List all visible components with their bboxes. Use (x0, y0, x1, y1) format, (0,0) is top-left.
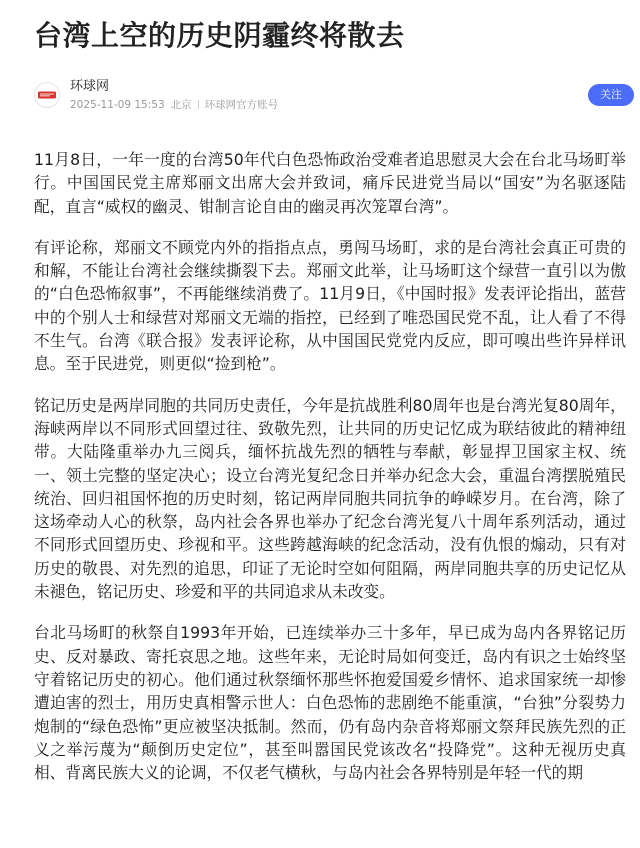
article-title: 台湾上空的历史阴霾终将散去 (34, 19, 405, 52)
meta-divider (198, 100, 199, 109)
article-paragraph-3: 铭记历史是两岸同胞的共同历史责任，今年是抗战胜利80周年也是台湾光复80周年，海峡两岸以不同形式回望过往、致敬先烈，让共同的历史记忆成为联结彼此的精神纽带。大陆隆重举办九三阅兵，缅怀抗战先烈的牺牲与奉献，彰显捍卫国家主权、统一、领土完整的坚定决心；设立台湾光复纪念日并举办纪念大会，重温台湾摆脱殖民统治、回归祖国怀抱的历史时刻，铭记两岸同胞共同抗争的峥嵘岁月。在台湾，除了这场牵动人心的秋祭，岛内社会各界也举办了纪念台湾光复八十周年系列活动，通过不同形式回望历史、珍视和平。这些跨越海峡的纪念活动，没有仇恨的煽动，只有对历史的敬畏、对先烈的追思，印证了无论时空如何阻隔，两岸同胞共享的历史记忆从未褪色，铭记历史、珍爱和平的共同追求从未改变。 (34, 395, 626, 602)
source-logo[interactable] (34, 82, 60, 108)
publish-location: 北京 (170, 99, 192, 111)
article-meta (70, 97, 278, 113)
article-body (34, 148, 626, 802)
source-name[interactable]: 环球网 (70, 79, 110, 94)
follow-button[interactable]: 关注 (588, 84, 634, 106)
source-row (34, 78, 624, 118)
article-paragraph-4: 台北马场町的秋祭自1993年开始，已连续举办三十多年，早已成为岛内各界铭记历史、反对暴政、寄托哀思之地。这些年来，无论时局如何变迁，岛内有识之士始终坚守着铭记历史的初心。他们通过秋祭缅怀那些怀抱爱国爱乡情怀、追求国家统一却惨遭迫害的烈士，用历史真相警示世人：白色恐怖的悲剧绝不能重演，“台独”分裂势力炮制的“绿色恐怖”更应被坚决抵制。然而，仍有岛内杂音将郑丽文祭拜民族先烈的正义之举污蔑为“颠倒历史定位”，甚至叫嚣国民党该改名“投降党”。这种无视历史真相、背离民族大义的论调，不仅老气横秋，与岛内社会各界特别是年轻一代的期 (34, 623, 626, 783)
publish-datetime: 2025-11-09 15:53 (70, 99, 165, 111)
article-paragraph-2: 有评论称，郑丽文不顾党内外的指指点点，勇闯马场町，求的是台湾社会真正可贵的和解，不能让台湾社会继续撕裂下去。郑丽文此举，让马场町这个绿营一直引以为傲的“白色恐怖叙事”，不再能继续消费了。11月9日，《中国时报》发表评论指出，蓝营中的个别人士和绿营对郑丽文无端的指控，已经到了唯恐国民党不乱，让人看了不得不生气。台湾《联合报》发表评论称，从中国国民党党内反应，即可嗅出些许异样讯息。至于民进党，则更似“捡到枪”。 (34, 237, 626, 374)
source-logo-icon (35, 83, 59, 107)
account-label: 环球网官方账号 (204, 99, 279, 111)
article-paragraph-1: 11月8日，一年一度的台湾50年代白色恐怖政治受难者追思慰灵大会在台北马场町举行。中国国民党主席郑丽文出席大会并致词，痛斥民进党当局以“国安”为名驱逐陆配，直言“威权的幽灵、钳制言论自由的幽灵再次笼罩台湾”。 (34, 150, 626, 216)
